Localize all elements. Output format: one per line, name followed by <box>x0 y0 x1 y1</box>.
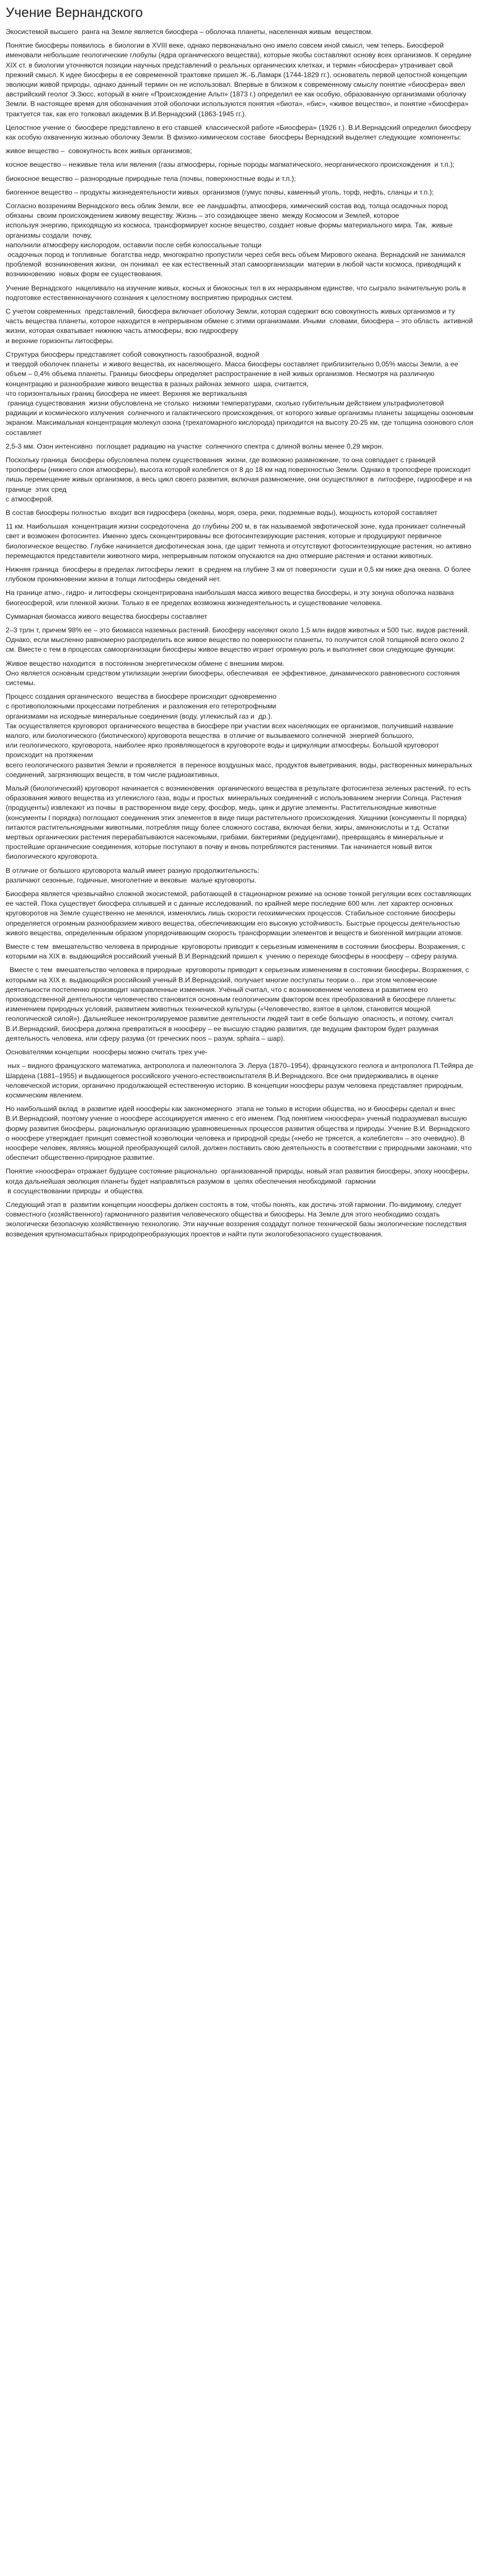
paragraph: Экосистемой высшего ранга на Земле является биосфера – оболочка планеты, населенная живым веществом. <box>6 28 373 36</box>
paragraph: В состав биосферы полностью входит вся гидросфера (океаны, моря, озера, реки, подземные воды), мощность которой составляет <box>6 508 437 517</box>
paragraph: Малый (биологический) круговорот начинается с возникновения органического вещества в результате фотосинтеза зеленых растений, то есть образования живого вещества из углекислого газа, воды и простых минеральных соединений с использованием энергии Солнца. Растения (продуценты) извлекают из почвы в растворенном виде серу, фосфор, медь, цинк и другие элементы. Растительноядные животные (консументы I порядка) поглощают соединения этих элементов в виде пищи растительного происхождения. Хищники (консументы II порядка) питаются растительноядными животными, потребляя пищу более сложного состава, включая белки, жиры, аминокислоты и т.д. Остатки мертвых органических растения перерабатываются насекомыми, грибами, бактериями (редуцентами), превращаясь в минеральные и простейшие органические соединения, которые поступают в почву и вновь потребляются растениями. Так начинается новый виток биологического круговорота. <box>6 784 473 861</box>
paragraph: Основателями концепции ноосферы можно считать трех уче- <box>6 1048 207 1057</box>
paragraph: Процесс создания органического вещества в биосфере происходит одновременно с противоположными процессами потребления и разложения его гетеротрофными организмами на исходные минеральные соединения (воду, углекислый газ и др.). Так осуществляется круговорот органического вещества в биосфере при участии всех населяющих ее организмов, получивший название малого, или биологического (биотического) круговорота вещества в отличие от вызываемого солнечной энергией большого, или геологического, круговорота, наиболее ярко проявляющегося в круговороте воды и циркуляции атмосферы. Большой круговорот происходит на протяжении всего геологического развития Земли и проявляется в переносе воздушных масс, продуктов выветривания, воды, растворенных минеральных соединений, загрязняющих веществ, в том числе радиоактивных. <box>6 692 473 779</box>
paragraph: Понятие «ноосфера» отражает будущее состояние рационально организованной природы, новый этап развития биосферы, эпоху ноосферы, когда дальнейшая эволюция планеты будет направляться разумом в целях обеспечения необходимой гармонии в сосуществовании природы и общества. <box>6 1167 470 1195</box>
paragraph: биогенное вещество – продукты жизнедеятельности живых организмов (гумус почвы, каменный уголь, торф, нефть, сланцы и т.п.); <box>6 188 434 196</box>
paragraph: Биосфера является чрезвычайно сложной экосистемой, работающей в стационарном режиме на основе тонкой регуляции всех составляющих ее частей. Пока существует биосфера сплывшей и с данные исследований, по крайней мере последние 600 млн. лет характер основных круговоротов на Земле существенно не менялся, изменялись лишь скорости геохимических процессов. Стабильное состояние биосферы определяется огромным разнообразием живого вещества, обеспечивающим его высокую устойчивость. Быстрые процессы деятельностью живого вещества, определенным образом упорядочивающим скорость трансформации элементов и веществ и биогенной миграции атомов. <box>6 890 474 937</box>
paragraph: В отличие от большого круговорота малый имеет разную продолжительность: различают сезонные, годичные, многолетние и вековые малые круговороты. <box>6 866 260 884</box>
paragraph: ных – видного французского математика, антрополога и палеонтолога Э. Леруа (1870–1954), французского геолога и антрополога П.Тейяра де Шардена (1881–1955) и выдающегося российского ученого-естествоиспытателя В.И.Вернадского. Все они придерживались в оценке человеческой истории, органично продолжающей естественную историю. В концепции ноосферы разум человека представляет природным, космическим явлением. <box>6 1062 475 1099</box>
paragraph: Следующий этап в развитии концепции ноосферы должен состоять в том, чтобы понять, как достичь этой гармонии. По-видимому, следует совместного (хозяйственного) гармоничного развития человеческого общества и биосферы. На Земле для этого необходимо создать экологически безопасную хозяйственную технологию. Эти научные воззрения создадут полное технической базы экологические последствия возведения крупномасштабных природопреобразующих проектов и найти пути экологобезопасного существования. <box>6 1200 469 1238</box>
paragraph: Учение Вернадского нацеливало на изучение живых, косных и биокосных тел в их неразрывном единстве, что сыграло значительную роль в подготовке естественнонаучного сознания к целостному восприятию природных систем. <box>6 284 468 302</box>
paragraph: живое вещество – совокупность всех живых организмов; <box>6 147 192 155</box>
paragraph: косное вещество – неживые тела или явления (газы атмосферы, горные породы магматического, неорганического происхождения и т.п.); <box>6 161 455 169</box>
article-body <box>6 27 474 1239</box>
paragraph: 2,5-3 мм. Озон интенсивно поглощает радиацию на участке солнечного спектра с длиной волны менее 0,29 мкрон. <box>6 442 384 450</box>
paragraph: Вместе с тем вмешательство человека в природные круговороты приводит к серьезным изменениям в состоянии биосферы. Возражения, с которыми на XIX в. выдающийся российский ученый В.И.Вернадский, получает многие постулаты теории о... при этом человеческие деятельности постепенно производит направленные изменения. Учёный считал, что с возникновением человека и развитием его производственной деятельности человечество становится основным геологическим фактором всех преобразований в биосфере планеты: изменением природных условий, развитием животных технической культуры («Человечество, взятое в целом, становится мощной геологической силой»). Дальнейшее неконтролируемое развитие деятельности людей таит в себе большую опасность, и потому, считал В.И.Вернадский, биосфера должна превратиться в ноосферу – ее высшую стадию развития, где ведущим фактором будет разумная деятельность человека, или сферу разума (от греческих noos – разум, sphaira – шар). <box>6 966 471 1042</box>
page-title: Учение Вернандского <box>6 5 143 20</box>
paragraph: Нижняя граница биосферы в пределах литосферы лежит в среднем на глубине 3 км от поверхности суши и 0,5 км ниже дна океана. О более глубоком проникновении жизни в толщи литосферы сведений нет. <box>6 565 475 584</box>
paragraph: Вместе с тем вмешательство человека в природные круговороты приводит к серьезным изменениям в состоянии биосферы. Возражения, с которыми на XIX в. выдающийся российский ученый В.И.Вернадский пришел к учению о переходе биосферы в ноосферу – сферу разума. <box>6 943 467 961</box>
paragraph: Но наибольший вклад в развитие идей ноосферы как закономерного этапа не только в истории общества, но и биосферы сделал и внес В.И.Вернадский, поэтому учение о ноосфере ассоциируется именно с его именем. Под понятием «ноосфера» ученый подразумевал высшую форму развития биосферы, рациональную организацию уравновешенных процессов развития общества и природы. Учение В.И. Вернадского о ноосфере утверждает принцип совместной коэволюции человека и природной среды («небо не трясется, а колеблется» – это очевидно). В ноосфере человек, являясь мощной преобразующей силой, должен поставить свою деятельность в соответствии с природными законами, что обеспечит общественно-природное развитие. <box>6 1105 474 1162</box>
paragraph: Понятие биосферы появилось в биологии в XVIII веке, однако первоначально оно имело совсем иной смысл, чем теперь. Биосферой именовали небольшие геологические глобулы (ядра органического вещества), которые якобы составляют основу всех организмов. К середине XIX ст. в биологии уточняются позиции научных представлений о реальных органических клетках, и термин «биосфера» утрачивает свой прежний смысл. К идее биосферы в ее современной трактовке пришел Ж.-Б.Ламарк (1744-1829 гг.), основатель первой целостной концепции эволюции живой природы, однако данный термин он не использовал. Впервые в близком к современному смыслу понятие «биосфера» ввел австрийский геолог Э.Зюсс, который в книге «Происхождение Альп» (1873 г.) определил ее как особую, образованную организмами оболочку Земли. В настоящее время для обозначения этой оболочки используются понятия «биота», «бис», «живое вещество», и понятие «биосфера» трактуется так, как его толковал академик В.И.Вернадский (1863-1945 гг.). <box>6 41 474 118</box>
paragraph: Живое вещество находится в постоянном энергетическом обмене с внешним миром. Оно является основным средством утилизации энергии биосферы, обеспечивая ее эффективное, динамического равновесного состояния системы. <box>6 659 460 687</box>
paragraph: На границе атмо-, гидро- и литосферы сконцентрирована наибольшая масса живого вещества биосферы, и эту зонуна оболочка названа биогеосферой, или пленкой жизни. Только в ее пределах возможна жизнедеятельность и существование человека. <box>6 589 456 607</box>
paragraph: Целостное учение о биосфере представлено в его ставшей классической работе «Биосфера» (1926 г.). В.И.Вернадский определил биосферу как особую охваченную жизнью оболочку Земли. В физико-химическом составе биосферы Вернадский выделяет следующие компоненты: <box>6 123 474 142</box>
paragraph: Суммарная биомасса живого вещества биосферы составляет <box>6 612 207 620</box>
paragraph: 2–3 трлн т, причем 98% ее – это биомасса наземных растений. Биосферу населяют около 1,5 млн видов животных и 500 тыс. видов растений. Однако, если мысленно равномерно распределить все живое вещество по поверхности планеты, то получится слой толщиной всего около 2 см. Вместе с тем в процессах самоорганизации биосферы живое вещество играет огромную роль и выполняет свои следующие функции: <box>6 626 471 654</box>
paragraph: биокосное вещество – разнородные природные тела (почвы, поверхностные воды и т.п.); <box>6 174 296 183</box>
paragraph: Поскольку граница биосферы обусловлена полем существования жизни, где возможно размножение, то она совпадает с границей тропосферы (нижнего слоя атмосферы), высота которой колеблется от 8 до 18 км над поверхностью Земли. Однако в тропосфере происходит лишь перемещение живых организмов, а весь цикл своего развития, включая размножение, они осуществляют в литосфере, гидросфере и на границе этих сред с атмосферой. <box>6 455 472 503</box>
paragraph: 11 км. Наибольшая концентрация жизни сосредоточена до глубины 200 м, в так называемой эвфотической зоне, куда проникает солнечный свет и возможен фотосинтез. Именно здесь сконцентрированы все фотосинтезирующие растения, которые и продуцируют первичное биологическое вещество. Глубже начинается дисфотическая зона, где царит темнота и отсутствуют фотосинтезирующие растения, но активно перемещаются представители животного мира, непрерывным потоком опускаются на дно отмершие растения и останки животных. <box>6 522 474 560</box>
paragraph: Согласно воззрениям Вернадского весь облик Земли, все ее ландшафты, атмосфера, химический состав вод, толща осадочных пород обязаны своим происхождением живому веществу. Жизнь – это созидающее звено между Космосом и Землей, которое используя энергию, приходящую из космоса, трансформирует косное вещество, создает новые формы материального мира. Так, живые организмы создали почву, наполнили атмосферу кислородом, оставили после себя колоссальные толщи осадочных пород и топливные богатства недр, многократно пропустили через себя весь объем Мирового океана. Вернадский не занимался проблемой возникновения жизни, он понимал ее как естественный этап самоорганизации материи в любой части космоса, приводящий к возникновению новых форм ее существования. <box>6 202 466 278</box>
paragraph: Структура биосферы представляет собой совокупность газообразной, водной и твердой оболочек планеты и живого вещества, их населяющего. Масса биосферы составляет приблизительно 0,05% массы Земли, а ее объем – 0,4% объема планеты. Границы биосферы определяет распространение в ней живых организмов. Несмотря на различную концентрацию и разнообразие живого вещества в разных районах земного шара, считается, что горизонтальных границ биосфера не имеет. Верхняя же вертикальная граница существования жизни обусловлена не столько низкими температурами, сколько губительным действием ультрафиолетовой радиации и космического излучения солнечного и галактического происхождения, от которого живые организмы планеты защищены озоновым экраном. Максимальная концентрация молекул озона (трехатомарного кислорода) приходится на высоту 20-25 км, где толщина озонового слоя составляет <box>6 350 474 437</box>
paragraph: С учетом современных представлений, биосфера включает оболочку Земли, которая содержит всю совокупность живых организмов и ту часть вещества планеты, которое находится в непрерывном обмене с этими организмами. Иными словами, биосфера – это область активной жизни, которая охватывает нижнюю часть атмосферы, всю гидросферу и верхние горизонты литосферы. <box>6 307 473 345</box>
